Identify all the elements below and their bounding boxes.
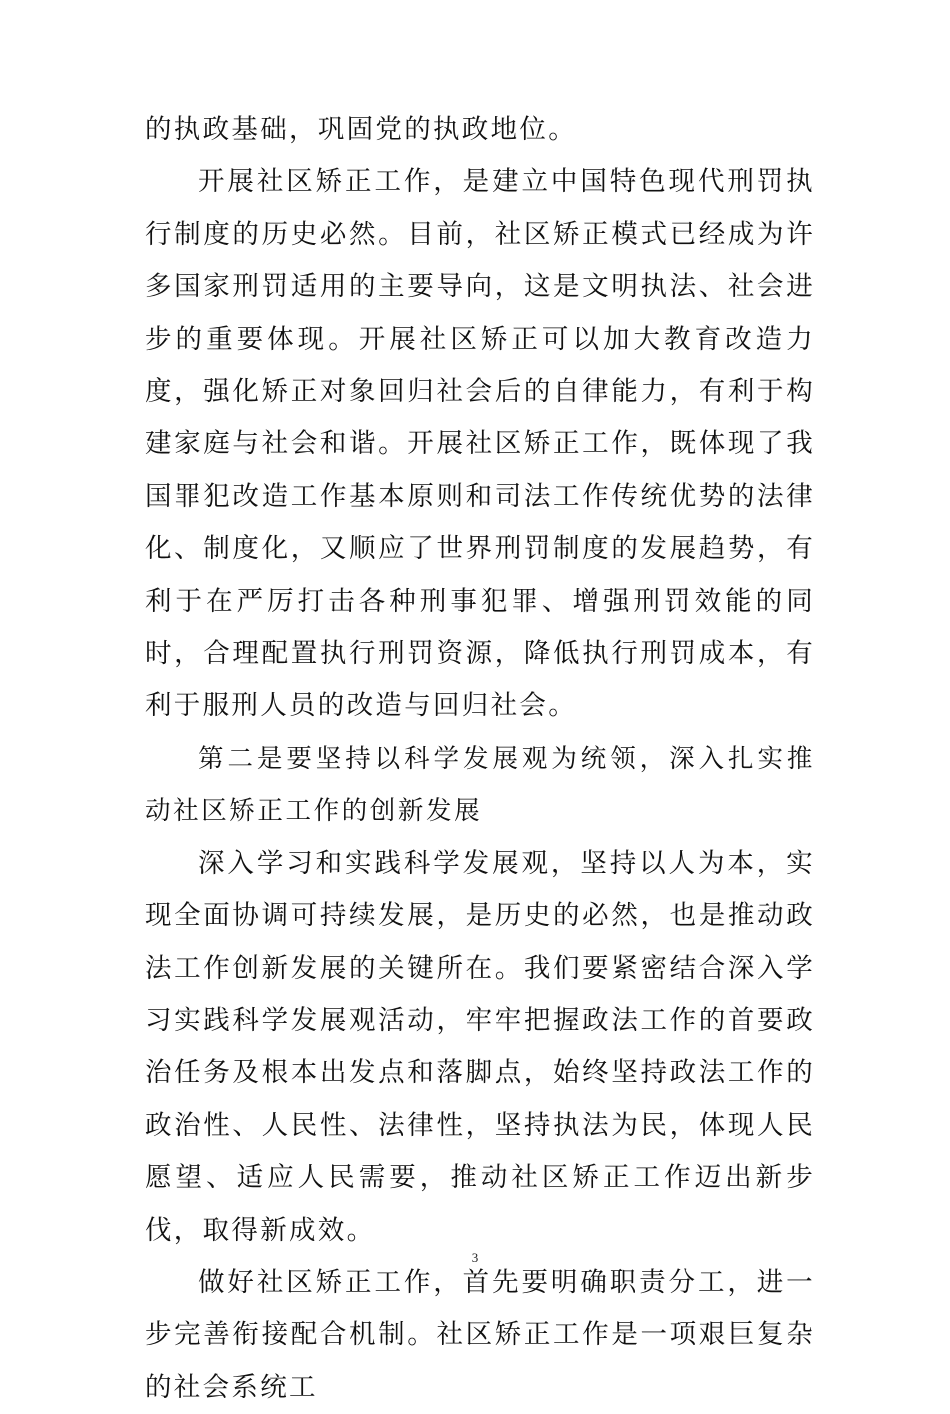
page-number: 3 <box>471 1250 479 1265</box>
paragraph-responsibilities: 做好社区矫正工作，首先要明确职责分工，进一步完善衔接配合机制。社区矫正工作是一项艰巨复杂的社会系统工 <box>145 1266 815 1403</box>
body-text <box>145 104 815 1414</box>
paragraph-scientific-development: 深入学习和实践科学发展观，坚持以人为本，实现全面协调可持续发展，是历史的必然，也是推动政法工作创新发展的关键所在。我们要紧密结合深入学习实践科学发展观活动，牢牢把握政法工作的首要政治任务及根本出发点和落脚点，始终坚持政法工作的政治性、人民性、法律性，坚持执法为民，体现人民愿望、适应人民需要，推动社区矫正工作迈出新步伐，取得新成效。 <box>145 847 815 1246</box>
paragraph-continuation: 的执政基础，巩固党的执政地位。 <box>145 114 577 145</box>
section-heading: 第二是要坚持以科学发展观为统领，深入扎实推动社区矫正工作的创新发展 <box>145 743 815 827</box>
paragraph-community-correction-significance: 开展社区矫正工作，是建立中国特色现代刑罚执行制度的历史必然。目前，社区矫正模式已经成为许多国家刑罚适用的主要导向，这是文明执法、社会进步的重要体现。开展社区矫正可以加大教育改造力度，强化矫正对象回归社会后的自律能力，有利于构建家庭与社会和谐。开展社区矫正工作，既体现了我国罪犯改造工作基本原则和司法工作传统优势的法律化、制度化，又顺应了世界刑罚制度的发展趋势，有利于在严厉打击各种刑事犯罪、增强刑罚效能的同时，合理配置执行刑罚资源，降低执行刑罚成本，有利于服刑人员的改造与回归社会。 <box>145 166 815 722</box>
